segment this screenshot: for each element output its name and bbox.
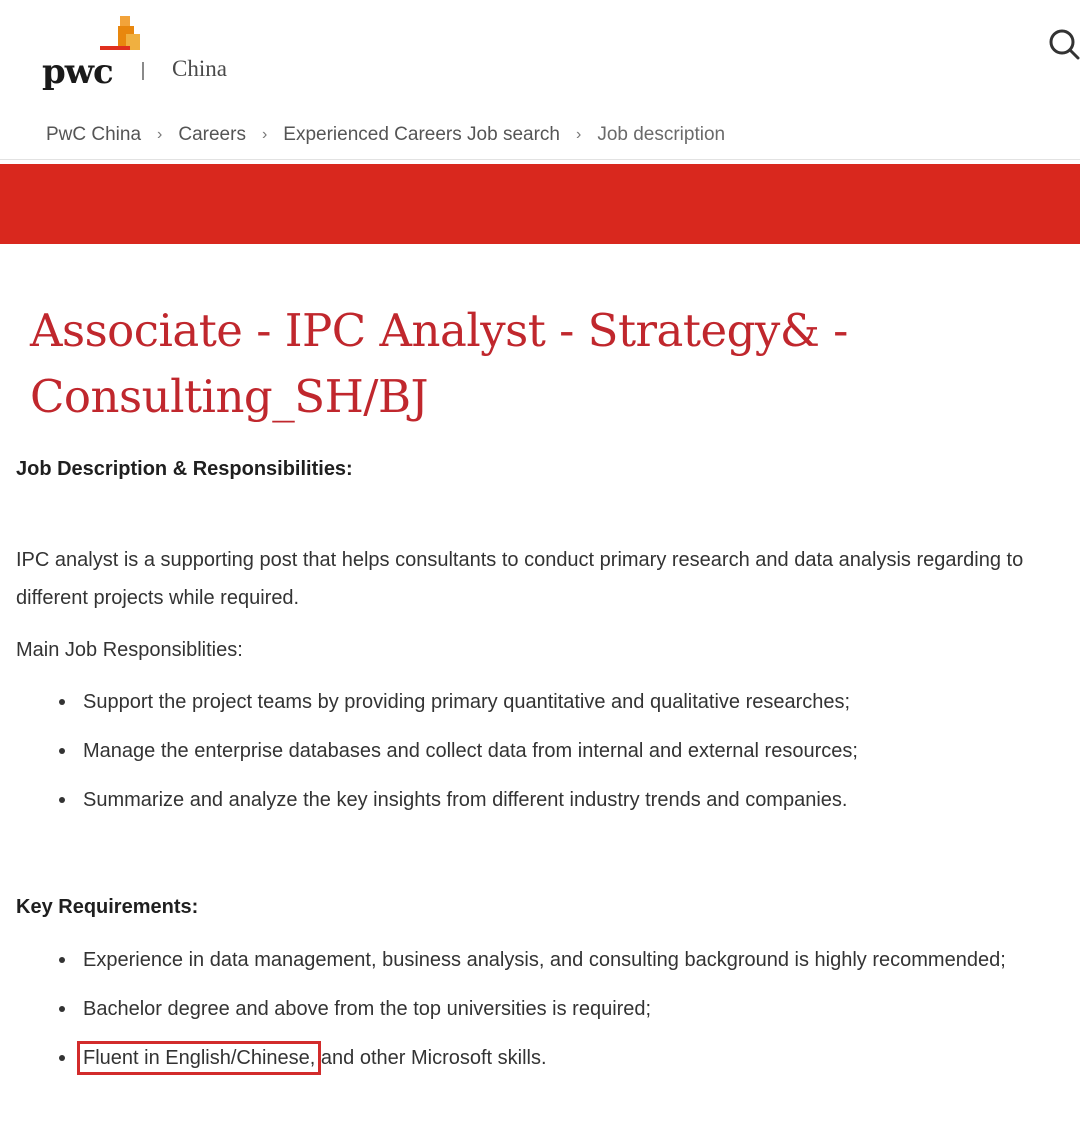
breadcrumb-pwc-china[interactable]: PwC China: [46, 123, 142, 145]
list-item: Experience in data management, business analysis, and consulting background is highly recommended;: [56, 941, 1036, 979]
responsibilities-heading: Main Job Responsiblities:: [16, 639, 243, 661]
breadcrumb-job-description: Job description: [597, 123, 726, 145]
list-item: Bachelor degree and above from the top universities is required;: [56, 990, 1036, 1028]
search-button[interactable]: [1040, 22, 1080, 66]
list-item: Manage the enterprise databases and collect data from internal and external resources;: [56, 732, 1036, 770]
list-item: [56, 1039, 1036, 1077]
list-item: Summarize and analyze the key insights from different industry trends and companies.: [56, 781, 1036, 819]
breadcrumb-job-search[interactable]: Experienced Careers Job search: [283, 123, 560, 145]
search-icon: [1040, 22, 1080, 66]
page-title: Associate - IPC Analyst - Strategy& - Consulting_SH/BJ: [30, 304, 848, 423]
site-header: [0, 0, 1080, 110]
logo-wordmark: pwc: [42, 52, 113, 92]
chevron-right-icon: ›: [575, 125, 582, 143]
hero-banner: [0, 164, 1080, 244]
breadcrumb-careers[interactable]: Careers: [178, 123, 246, 145]
breadcrumb: [0, 110, 1080, 160]
header-divider: [142, 62, 144, 80]
requirements-heading: Key Requirements:: [16, 896, 199, 918]
chevron-right-icon: ›: [261, 125, 268, 143]
responsibilities-list: [56, 683, 1036, 819]
highlighted-language-requirement: Fluent in English/Chinese,: [83, 1047, 316, 1069]
list-item: Support the project teams by providing primary quantitative and qualitative researches;: [56, 683, 1036, 721]
chevron-right-icon: ›: [157, 125, 163, 143]
requirement-text: and other Microsoft skills.: [320, 1047, 547, 1069]
description-heading: Job Description & Responsibilities:: [16, 458, 353, 480]
job-summary: IPC analyst is a supporting post that helps consultants to conduct primary research and data analysis regarding to different projects while required.: [16, 549, 1024, 609]
region-label[interactable]: China: [172, 56, 227, 81]
pwc-logo[interactable]: [40, 12, 140, 92]
requirements-list: [56, 941, 1036, 1077]
